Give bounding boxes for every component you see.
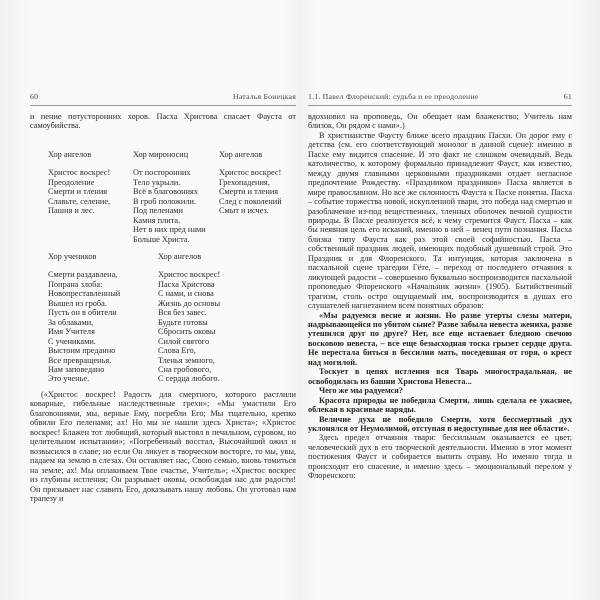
verse-line: С учениками. xyxy=(48,336,96,346)
verse-line: Слова Его, xyxy=(158,346,196,356)
verse-line: С сердца любого. xyxy=(158,374,220,384)
verse-line: Имя Учителя xyxy=(48,327,95,337)
verse-line: Всё в благовониях xyxy=(133,187,199,197)
paragraph: Здесь предел отчаяния твари: бессильным оказывается ее цвет, человеческий дух в его творческой деятельности. Именно в этот момент постижения Фауст и собирается выпить отраву. Но именно тогда и происходит его спасение, и именно здесь – эмоциональный перелом у Флоренского: xyxy=(308,433,572,481)
right-page-header xyxy=(308,92,572,106)
right-running-header: 1.1. Павел Флоренский: судьба и ее преодоление xyxy=(308,92,479,101)
verse-line: Сна гробового, xyxy=(158,364,212,374)
paragraph: Чего же мы радуемся? xyxy=(319,386,403,396)
paragraph: «Мы радуемся весне и жизни. Но разве утерты слезы матери, надрывающейся по убитом сыне? Разве забыла невеста жениха, разве утешился друг по друге? Нет, все еще истаевает бледною свечою восковою невеста, – все еще безысходная тоска грызет сердце друга. Не перестала биться в бессилии мать, поседевшая от горя, о крест над могилой. xyxy=(308,310,572,367)
choir-title: Хор ангелов xyxy=(158,252,202,261)
verse-line: След с поколений xyxy=(219,196,282,206)
verse-line: Нет в них пред нами xyxy=(133,225,206,235)
verse-line: Тленья земного, xyxy=(158,355,215,365)
left-page xyxy=(30,0,296,600)
right-page xyxy=(308,0,572,600)
left-page-header xyxy=(30,92,296,106)
footnote-paragraph: («Христос воскрес! Радость для смертного, которого растлили коварные, гибельные наследственные грехи»; «Мы умастили Его благовониями, мы, верные Ему, погребли Его; Мы тщательно, крепко обвили Его пеленами; ах! Но мы не нашли здесь Христа»; «Христос воскрес! Блажен тот любящий, который выстоял в печальном, суровом, но целительном испытании»; «Погребенный восстал, Высочайший ожил и возвысился в славе; но если Он ликует в творческом восторге, то мы, увы, падаем на землю в слезах. Он оставляет нас, Свою семью, вновь томиться на земле; ах! Мы оплакиваем Твое счастье, Учитель»; «Христос воскрес из глубины истления; Он разрывает оковы, освобождая нас для радости! Он призывает нас славить Его, доказывать нашу любовь. Он уготовал нам трапезу и xyxy=(30,390,296,503)
verse-line: Нам заповедано xyxy=(48,364,105,374)
verse-line: Пашня и лес. xyxy=(48,206,95,216)
right-page-body xyxy=(308,112,572,481)
verse-line: Новопреставленный xyxy=(48,289,121,299)
choir-verse-lines xyxy=(48,168,133,215)
left-page-number: 60 xyxy=(30,92,39,101)
choir-column xyxy=(158,252,220,384)
choir-verse-lines xyxy=(133,168,219,244)
verse-line: Тело укрыли. xyxy=(133,177,181,187)
verse-line: Славьте, селение, xyxy=(48,196,111,206)
choir-column xyxy=(219,150,282,244)
verse-line: Грехопадения, xyxy=(219,177,270,187)
choir-verse-lines xyxy=(219,168,282,215)
verse-line: Жизнь до основы xyxy=(158,298,221,308)
verse-line: Смерти раздавлена, xyxy=(48,270,118,280)
verse-line: Камня плита. xyxy=(133,215,181,225)
verse-line: Больше Христа. xyxy=(133,234,190,244)
choir-column xyxy=(48,252,158,384)
verse-line: Христос воскрес! xyxy=(219,168,282,178)
paragraph: вдохновил на проповедь, Он обещает нам блаженство; Учитель нам близок, Он рядом с нами».) xyxy=(308,112,572,131)
paragraph: В христианстве Фаусту ближе всего праздник Пасхи. Он дорог ему с детства (см. его соответствующий монолог в данной сцене): именно в Пасхе ему видится спасение. И это факт не слишком очевидный. Ведь католичество, к которому формально принадлежит Фауст, как известно, между двумя главными церковными праздниками отдает негласное предпочтение Рождеству. «Праздником праздников» Пасха является в мире православном. Но все же склонность Фауста к Пасхе понятна. Пасха – событие торжества новой, искупленной твари, это победа над смертью и разоблачение из-под вещественных, тленных оболочек вечной сущности природы. В Пасхе реализуется всё, к чему стремится Фауст. Пасха – как бы неявная цель его исканий, именно в ней – венец пути познания. Пасха близка типу Фауста как раз этой своей софийностью. Пасха – собственный праздник людей, имеющих подобный душевный строй. Это Праздник и для Флоренского. Та интуиция, которая заключена в пасхальной сцене трагедии Гёте, – переход от последнего отчаяния к ликующей радости – совершенно буквально воспроизводится пасхальной проповедью Флоренского «Начальник жизни» (1905). Бытийственный трагизм, столь остро ощущаемый им, воспроизводится в душах его слушателей нагнетанием всем понятных образов: xyxy=(308,130,572,311)
choir-title: Хор мироносиц xyxy=(133,150,189,159)
verse-line: Силой святого xyxy=(158,336,210,346)
verse-line: В гроб положили. xyxy=(133,196,196,206)
verse-line: Смерти и тления xyxy=(219,187,279,197)
verse-line: Вся без завес. xyxy=(158,308,207,318)
choir-block-1 xyxy=(48,150,296,244)
choir-verse-lines xyxy=(48,270,158,383)
choir-title: Хор учеников xyxy=(48,252,97,261)
verse-line: Под пеленами xyxy=(133,206,183,216)
verse-line: Сбросить оковы xyxy=(158,327,216,337)
verse-line: Христос воскрес! xyxy=(48,168,111,178)
verse-line: Вышел из гроба. xyxy=(48,298,107,308)
paragraph: Тоскует в цепях истления вся Тварь многострадальная, не освободилась из башни Христова Невеста... xyxy=(308,367,572,386)
verse-line: Пусть он в обители xyxy=(48,308,117,318)
verse-line: Это ученье. xyxy=(48,374,90,384)
choir-column xyxy=(48,150,133,244)
verse-line: Смерти и тления xyxy=(48,187,108,197)
paragraph: Величие духа не победило Смерти, хотя бессмертный дух уклонялся от Неумолимой, отступая в недоступные для нее области». xyxy=(308,414,572,433)
intro-paragraph: и пение потусторонних хоров. Пасха Христова спасает Фауста от самоубийства. xyxy=(30,112,296,131)
verse-line: Преодоление xyxy=(48,177,95,187)
verse-line: Выстоим преданно xyxy=(48,346,116,356)
choir-block-2 xyxy=(48,252,296,384)
choir-verse-lines xyxy=(158,270,220,383)
verse-line: Пасха Христова xyxy=(158,279,215,289)
paragraph: Красота природы не победила Смерти, лишь сделала ее ужаснее, облекая в красивые наряды. xyxy=(308,395,572,415)
right-page-number: 61 xyxy=(563,92,572,101)
choir-title: Хор ангелов xyxy=(48,150,92,159)
verse-line: Все превращенья. xyxy=(48,355,112,365)
verse-line: С нами, и снова xyxy=(158,289,214,299)
choir-title: Хор ангелов xyxy=(219,150,263,159)
verse-line: За облаками, xyxy=(48,317,94,327)
verse-line: Попрана злоба: xyxy=(48,279,103,289)
choir-column xyxy=(133,150,219,244)
verse-line: От посторонних xyxy=(133,168,191,178)
verse-line: Христос воскрес! xyxy=(158,270,221,280)
verse-line: Будьте готовы xyxy=(158,317,208,327)
verse-line: Смыт и исчез. xyxy=(219,206,269,216)
left-running-header: Наталья Бонецкая xyxy=(232,92,296,101)
